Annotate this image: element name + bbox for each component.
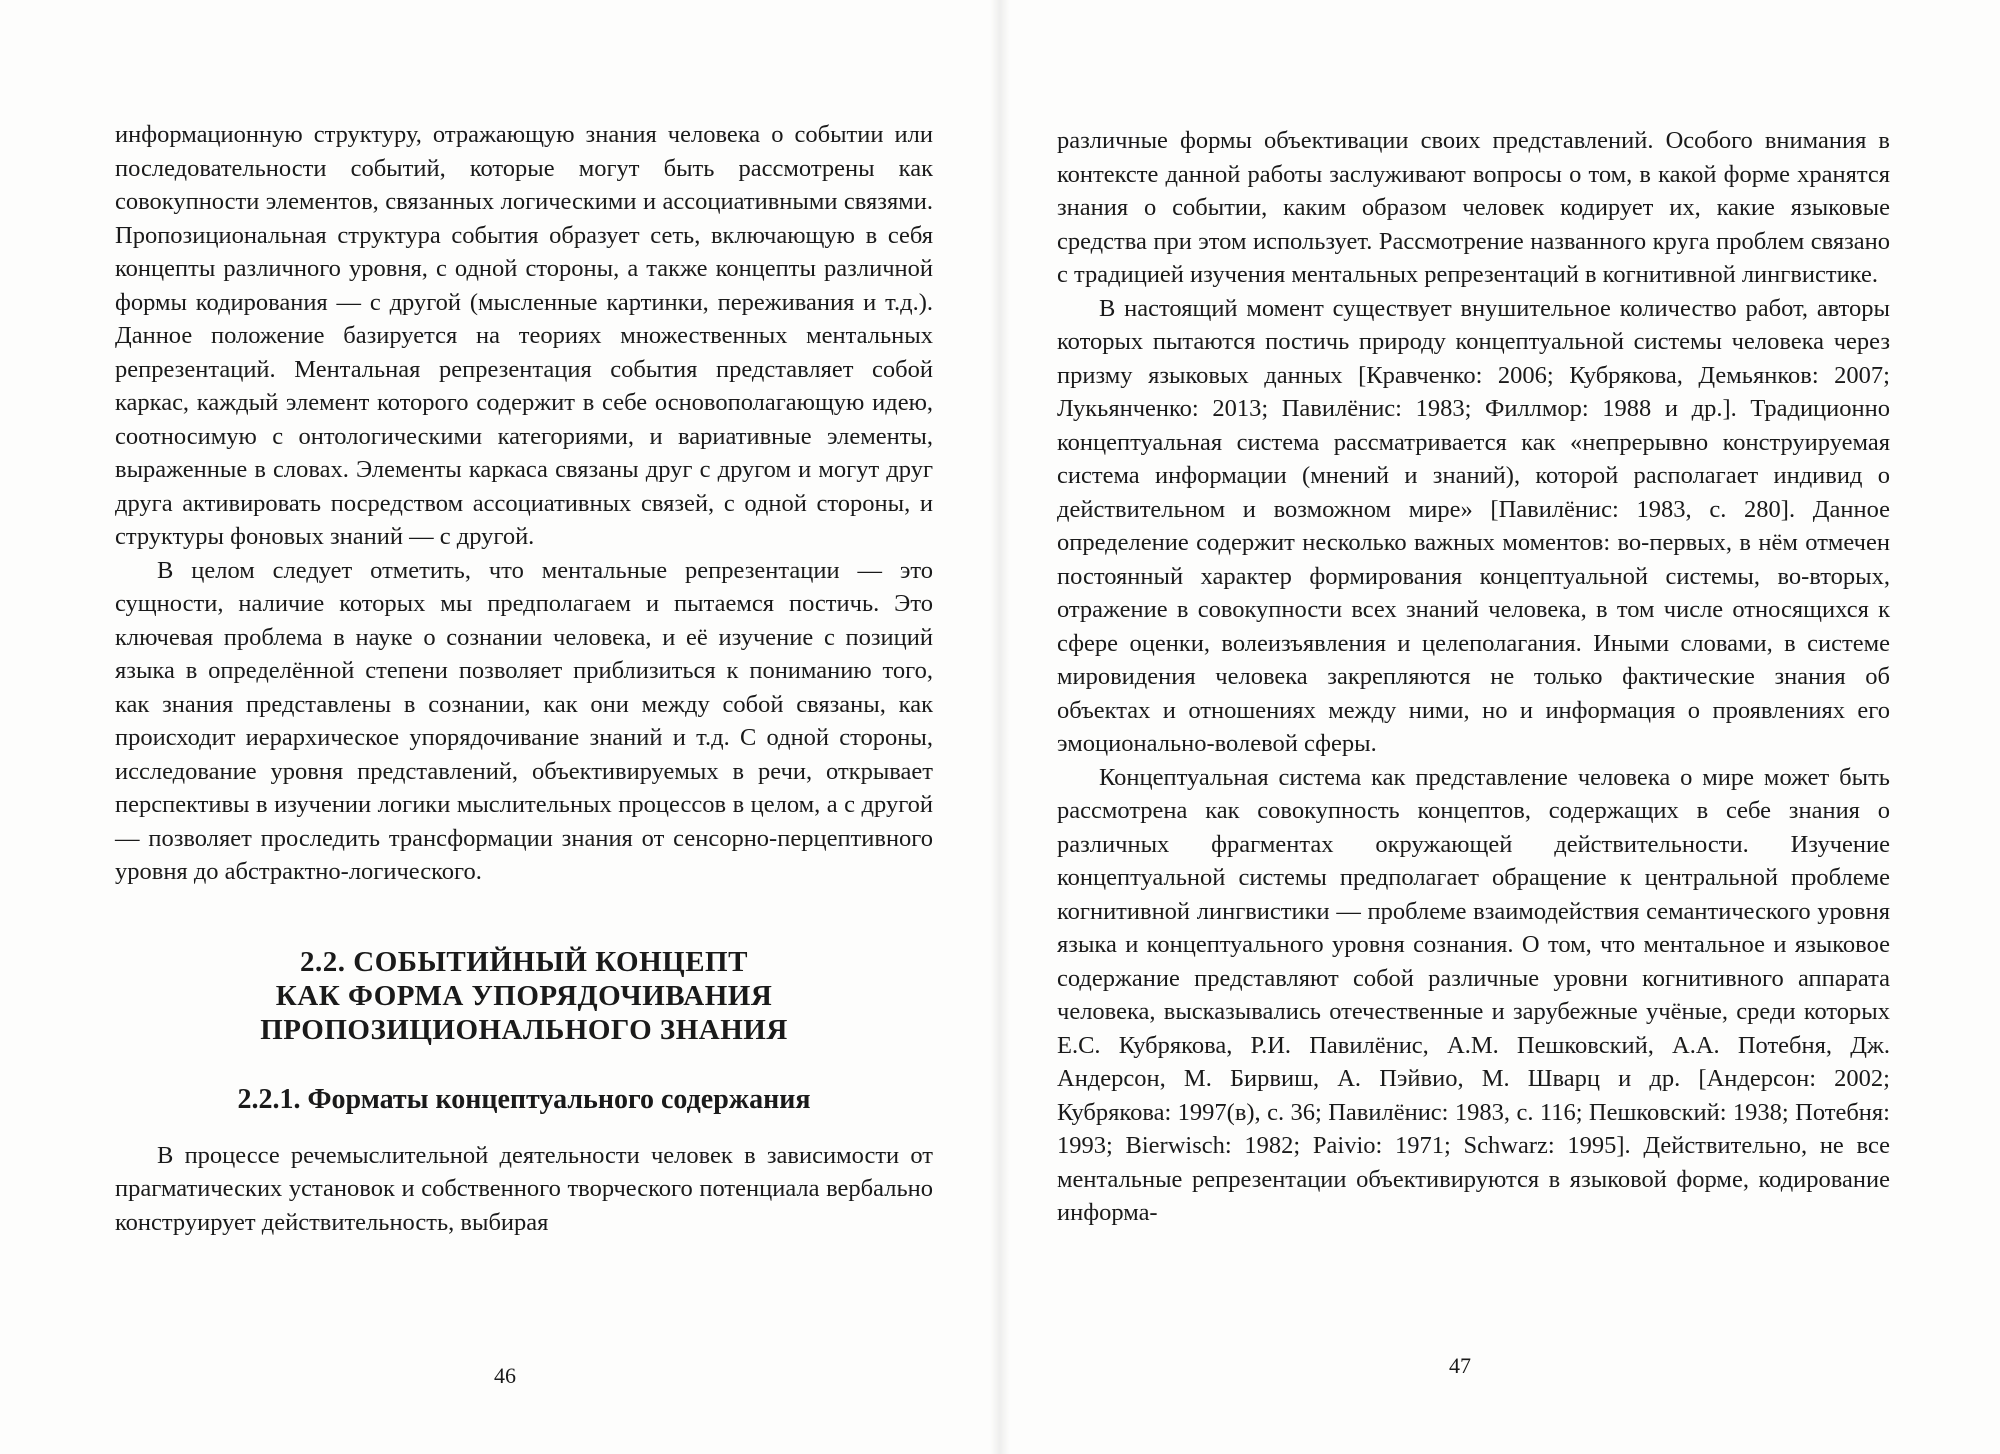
heading-line: 2.2. СОБЫТИЙНЫЙ КОНЦЕПТ	[300, 945, 748, 978]
left-page-text	[115, 118, 933, 1239]
page-number: 46	[494, 1363, 516, 1388]
paragraph: В настоящий момент существует внушительное количество работ, авторы которых пытаются постичь природу концептуальной системы человека через призму языковых данных [Кравченко: 2006; Кубрякова, Демьянков: 2007; Лукьянченко: 2013; Павилёнис: 1983; Филлмор: 1988 и др.]. Традиционно концептуальная система рассматривается как «непрерывно конструируемая система информации (мнений и знаний), которой располагает индивид о действительном и возможном мире» [Павилёнис: 1983, с. 280]. Данное определение содержит несколько важных моментов: во-первых, в нём отмечен постоянный характер формирования концептуальной системы, во-вторых, отражение в совокупности всех знаний человека, в том числе относящихся к сфере оценки, волеизъявления и целеполагания. Иными словами, в системе мировидения человека закрепляются не только фактические знания об объектах и отношениях между ними, но и информация о проявлениях его эмоционально-волевой сферы.	[1057, 294, 1890, 757]
paragraph: информационную структуру, отражающую знания человека о событии или последовательности событий, которые могут быть рассмотрены как совокупности элементов, связанных логическими и ассоциативными связями. Пропозициональная структура события образует сеть, включающую в себя концепты различного уровня, с одной стороны, а также концепты различной формы кодирования — с другой (мысленные картинки, переживания и т.д.). Данное положение базируется на теориях множественных ментальных репрезентаций. Ментальная репрезентация события представляет собой каркас, каждый элемент которого содержит в себе основополагающую идею, соотносимую с онтологическими категориями, и вариативные элементы, выраженные в словах. Элементы каркаса связаны друг с другом и могут друг друга активировать посредством ассоциативных связей, с одной стороны, и структуры фоновых знаний — с другой.	[115, 121, 933, 550]
subsection-heading: 2.2.1. Форматы концептуального содержания	[237, 1083, 811, 1115]
paragraph: В процессе речемыслительной деятельности человек в зависимости от прагматических установок и собственного творческого потенциала вербально конструирует действительность, выбирая	[115, 1141, 933, 1236]
paragraph: Концептуальная система как представление человека о мире может быть рассмотрена как совокупность концептов, содержащих в себе знания о различных фрагментах окружающей действительности. Изучение концептуальной системы предполагает обращение к центральной проблеме когнитивной лингвистики — проблеме взаимодействия семантического уровня языка и концептуального уровня сознания. О том, что ментальное и языковое содержание представляют собой различные уровни когнитивного аппарата человека, высказывались отечественные и зарубежные учёные, среди которых Е.С. Кубрякова, Р.И. Павилёнис, А.М. Пешковский, А.А. Потебня, Дж. Андерсон, М. Бирвиш, А. Пэйвио, М. Шварц и др. [Андерсон: 2002; Кубрякова: 1997(в), с. 36; Павилёнис: 1983, с. 116; Пешковский: 1938; Потебня: 1993; Bierwisch: 1982; Paivio: 1971; Schwarz: 1995]. Действительно, не все ментальные репрезентации объективируются в языковой форме, кодирование информа-	[1057, 763, 1890, 1226]
page-number: 47	[1449, 1353, 1471, 1378]
section-heading	[115, 945, 933, 1047]
heading-line: КАК ФОРМА УПОРЯДОЧИВАНИЯ	[275, 979, 773, 1012]
paragraph: различные формы объективации своих представлений. Особого внимания в контексте данной работы заслуживают вопросы о том, в какой форме хранятся знания о событии, каким образом человек кодирует их, какие языковые средства при этом использует. Рассмотрение названного круга проблем связано с традицией изучения ментальных репрезентаций в когнитивной лингвистике.	[1057, 127, 1890, 288]
paragraph: В целом следует отметить, что ментальные репрезентации — это сущности, наличие которых мы предполагаем и пытаемся постичь. Это ключевая проблема в науке о сознании человека, и её изучение с позиций языка в определённой степени позволяет приблизиться к пониманию того, как знания представлены в сознании, как они между собой связаны, как происходит иерархическое упорядочивание знаний и т.д. С одной стороны, исследование уровня представлений, объективируемых в речи, открывает перспективы в изучении логики мыслительных процессов в целом, а с другой — позволяет проследить трансформации знания от сенсорно-перцептивного уровня до абстрактно-логического.	[115, 556, 933, 885]
right-page-text	[1057, 124, 1890, 1230]
right-page	[1000, 0, 2000, 1454]
heading-line: ПРОПОЗИЦИОНАЛЬНОГО ЗНАНИЯ	[260, 1013, 788, 1046]
